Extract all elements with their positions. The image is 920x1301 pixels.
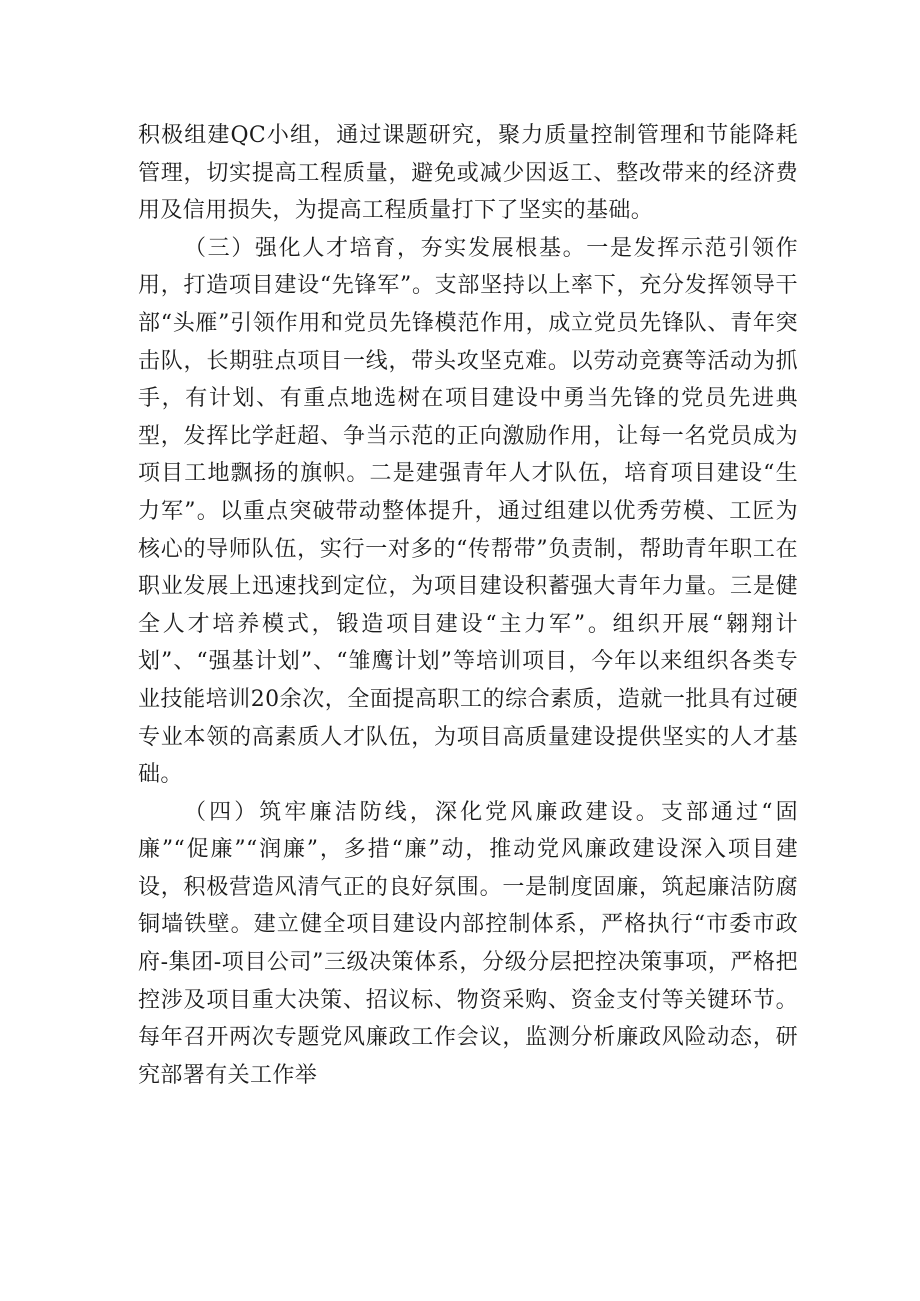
paragraph-talent-cultivation: （三）强化人才培育，夯实发展根基。一是发挥示范引领作用，打造项目建设“先锋军”。支部坚持以上率下，充分发挥领导干部“头雁”引领作用和党员先锋模范作用，成立党员先锋队、青年突击队，长期驻点项目一线，带头攻坚克难。以劳动竞赛等活动为抓手，有计划、有重点地选树在项目建设中勇当先锋的党员先进典型，发挥比学赶超、争当示范的正向激励作用，让每一名党员成为项目工地飘扬的旗帜。二是建强青年人才队伍，培育项目建设“生力军”。以重点突破带动整体提升，通过组建以优秀劳模、工匠为核心的导师队伍，实行一对多的“传帮带”负责制，帮助青年职工在职业发展上迅速找到定位，为项目建设积蓄强大青年力量。三是健全人才培养模式，锻造项目建设“主力军”。组织开展“翱翔计划”、“强基计划”、“雏鹰计划”等培训项目，今年以来组织各类专业技能培训20余次，全面提高职工的综合素质，造就一批具有过硬专业本领的高素质人才队伍，为项目高质量建设提供坚实的人才基础。: [138, 235, 798, 788]
body-text: [138, 117, 798, 1094]
paragraph-integrity-defense: （四）筑牢廉洁防线，深化党风廉政建设。支部通过“固廉”“促廉”“润廉”，多措“廉”动，推动党风廉政建设深入项目建设，积极营造风清气正的良好氛围。一是制度固廉，筑起廉洁防腐铜墙铁壁。建立健全项目建设内部控制体系，严格执行“市委市政府-集团-项目公司”三级决策体系，分级分层把控决策事项，严格把控涉及项目重大决策、招议标、物资采购、资金支付等关键环节。每年召开两次专题党风廉政工作会议，监测分析廉政风险动态，研究部署有关工作举: [138, 799, 798, 1088]
paragraph-qc-group: 积极组建QC小组，通过课题研究，聚力质量控制管理和节能降耗管理，切实提高工程质量，避免或减少因返工、整改带来的经济费用及信用损失，为提高工程质量打下了坚实的基础。: [138, 123, 798, 224]
